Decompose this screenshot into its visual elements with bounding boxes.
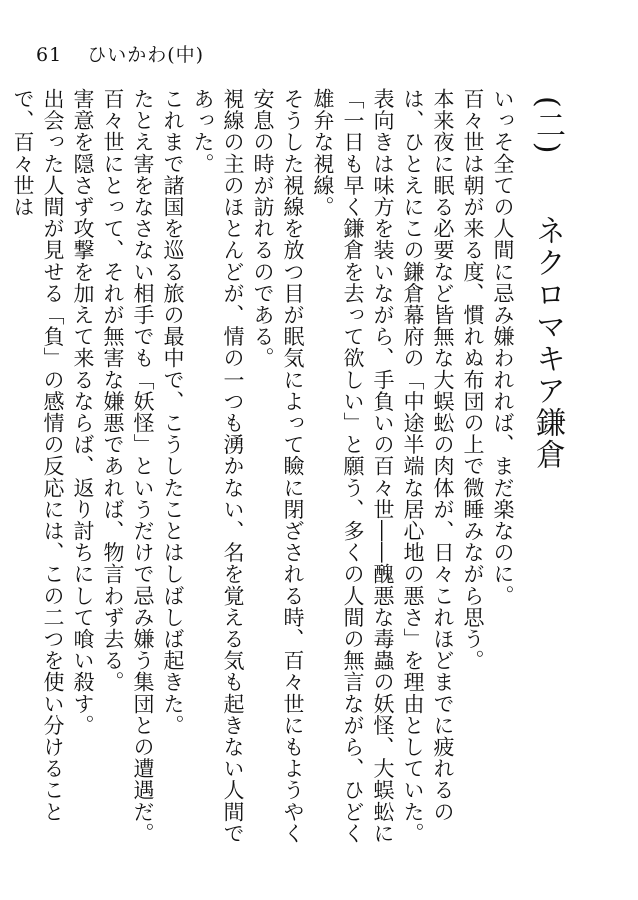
page-number: 61 — [36, 44, 63, 66]
chapter-number: (二) — [530, 96, 565, 156]
paragraph: 視線の主のほとんどが、情の一つも湧かない、名を覚える気も起きない人間であった。 — [191, 88, 245, 844]
paragraph: これまで諸国を巡る旅の最中で、こうしたことはしばしば起きた。 — [161, 88, 185, 736]
paragraph: 本来夜に眠る必要など皆無な大蜈蚣の肉体が、日々これほどまでに疲れるのは、ひとえにこの鎌倉幕府の「中途半端な居心地の悪さ」を理由としていた。 — [401, 88, 455, 844]
paragraph: そうした視線を放つ目が眠気によって瞼に閉ざされる時、百々世にもようやく安息の時が訪れるのである。 — [251, 88, 305, 844]
chapter-title: ネクロマキア鎌倉 — [530, 214, 565, 471]
paragraph: いっそ全ての人間に忌み嫌われれば、まだ楽なのに。 — [491, 88, 515, 607]
paragraph: 百々世は朝が来る度、慣れぬ布団の上で微睡みながら思う。 — [461, 88, 485, 672]
paragraph: 出会った人間が見せる「負」の感情の反応には、この二つを使い分けることで、百々世は — [11, 88, 65, 823]
body-text — [11, 88, 518, 848]
running-header — [36, 40, 204, 67]
paragraph: 百々世にとって、それが無害な嫌悪であれば、物言わず去る。 — [101, 88, 125, 693]
paragraph: 表向きは味方を装いながら、手負いの百々世――醜悪な毒蟲の妖怪、大蜈蚣に「一日も早く鎌倉を去って欲しい」と願う、多くの人間の無言ながら、ひどく雄弁な視線。 — [311, 88, 395, 844]
paragraph: 害意を隠さず攻撃を加えて来るならば、返り討ちにして喰い殺す。 — [71, 88, 95, 736]
paragraph: たとえ害をなさない相手でも「妖怪」というだけで忌み嫌う集団との遭遇だ。 — [131, 88, 155, 844]
chapter-heading — [530, 96, 565, 471]
running-title: ひいかわ(中) — [87, 44, 205, 66]
